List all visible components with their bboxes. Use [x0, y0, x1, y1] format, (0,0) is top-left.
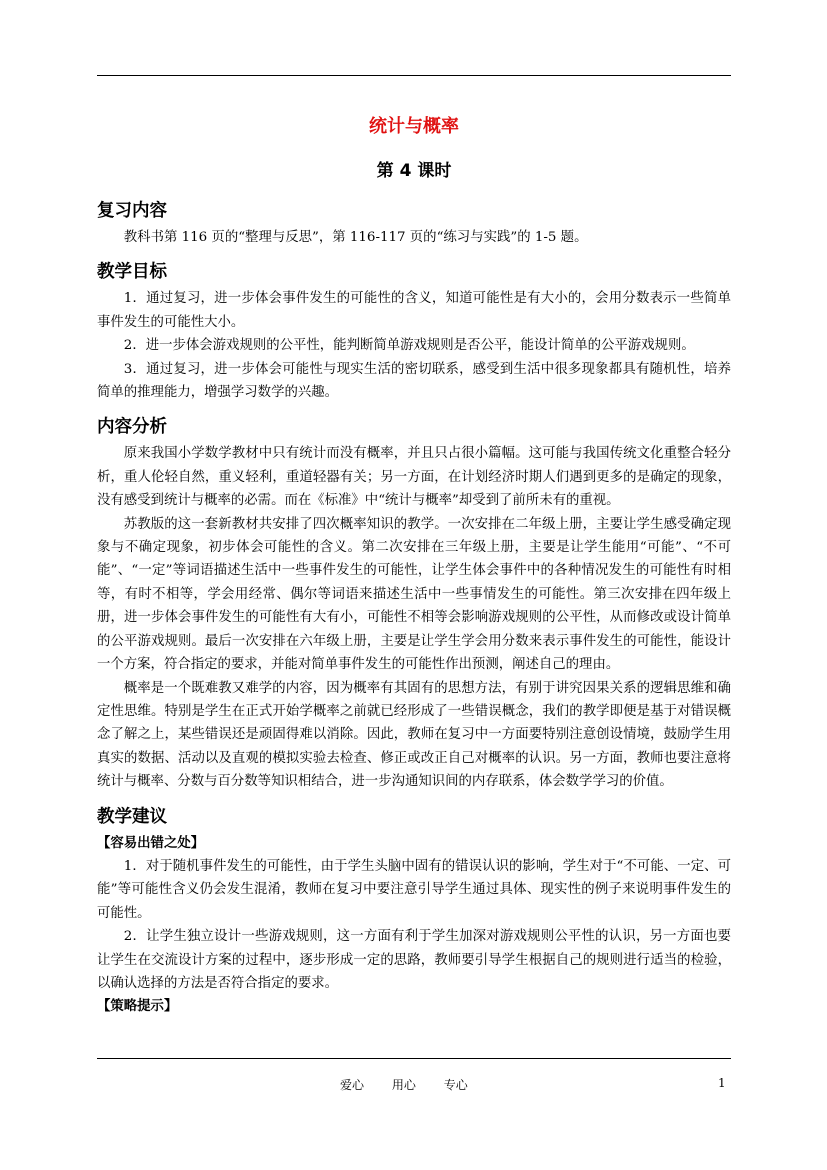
- page-title: 统计与概率: [369, 116, 459, 137]
- subsection-label-strategy: 【策略提示】: [97, 998, 178, 1015]
- section-suggestions: [97, 802, 731, 1019]
- paragraph: 教科书第 116 页的“整理与反思”，第 116-117 页的“练习与实践”的 1-5 题。: [123, 230, 588, 245]
- document-body: [97, 196, 731, 1023]
- lesson-subtitle: 第 4 课时: [376, 161, 452, 181]
- page-number: 1: [718, 1076, 726, 1090]
- paragraph: 3．通过复习，进一步体会可能性与现实生活的密切联系，感受到生活中很多现象都具有随机性，培养简单的推理能力，增强学习数学的兴趣。: [97, 361, 731, 401]
- subsection-label-errors: 【容易出错之处】: [97, 834, 205, 851]
- section-heading: 教学目标: [97, 262, 167, 283]
- section-goals: [97, 257, 731, 404]
- paragraph: 原来我国小学数学教材中只有统计而没有概率，并且只占很小篇幅。这可能与我国传统文化重整合轻分析，重人伦轻自然，重义轻利，重道轻器有关；另一方面，在计划经济时期人们遇到更多的是确定的现象，没有感受到统计与概率的必需。而在《标准》中“统计与概率”却受到了前所未有的重视。: [97, 446, 731, 509]
- footer-item: 用心: [391, 1078, 416, 1092]
- footer-rule: [97, 1058, 731, 1059]
- paragraph: 概率是一个既难教又难学的内容，因为概率有其固有的思想方法，有别于讲究因果关系的逻辑思维和确定性思维。特别是学生在正式开始学概率之前就已经形成了一些错误概念，我们的教学即便是基于对错误概念了解之上，某些错误还是顽固得难以消除。因此，教师在复习中一方面要特别注意创设情境，鼓励学生用真实的数据、活动以及直观的模拟实验去检查、修正或改正自己对概率的认识。另一方面，教师也要注意将统计与概率、分数与百分数等知识相结合，进一步沟通知识间的内存联系，体会数学学习的价值。: [97, 680, 731, 790]
- paragraph: 2．让学生独立设计一些游戏规则，这一方面有利于学生加深对游戏规则公平性的认识，另一方面也要让学生在交流设计方案的过程中，逐步形成一定的思路，教师要引导学生根据自己的规则进行适当的检验，以确认选择的方法是否符合指定的要求。: [97, 929, 731, 991]
- paragraph: 1．通过复习，进一步体会事件发生的可能性的含义，知道可能性是有大小的，会用分数表示一些简单事件发生的可能性大小。: [97, 291, 731, 330]
- paragraph: 苏教版的这一套新教材共安排了四次概率知识的教学。一次安排在二年级上册，主要让学生感受确定现象与不确定现象，初步体会可能性的含义。第二次安排在三年级上册，主要是让学生能用“可能”、“不可能”、“一定”等词语描述生活中一些事件发生的可能性，让学生体会事件中的各种情况发生的可能性有时相等，有时不相等，学会用经常、偶尔等词语来描述生活中一些事情发生的可能性。第三次安排在四年级上册，进一步体会事件发生的可能性有大有小，可能性不相等会影响游戏规则的公平性，从而修改或设计简单的公平游戏规则。最后一次安排在六年级上册，主要是让学生学会用分数来表示事件发生的可能性，能设计一个方案，符合指定的要求，并能对简单事件发生的可能性作出预测，阐述自己的理由。: [97, 516, 731, 673]
- paragraph: 2．进一步体会游戏规则的公平性，能判断简单游戏规则是否公平，能设计简单的公平游戏规则。: [123, 338, 695, 354]
- section-heading: 教学建议: [97, 806, 167, 827]
- section-heading: 复习内容: [97, 201, 167, 221]
- header-rule: [97, 75, 731, 76]
- footer-item: 爱心: [340, 1078, 365, 1092]
- paragraph: 1．对于随机事件发生的可能性，由于学生头脑中固有的错误认识的影响，学生对于“不可能、一定、可能”等可能性含义仍会发生混淆，教师在复习中要注意引导学生通过具体、现实性的例子来说明事件发生的可能性。: [97, 858, 731, 921]
- section-heading: 内容分析: [97, 417, 167, 438]
- section-review: [97, 196, 731, 249]
- footer-motto: [340, 1076, 492, 1093]
- footer-item: 专心: [443, 1078, 468, 1092]
- section-analysis: [97, 412, 731, 793]
